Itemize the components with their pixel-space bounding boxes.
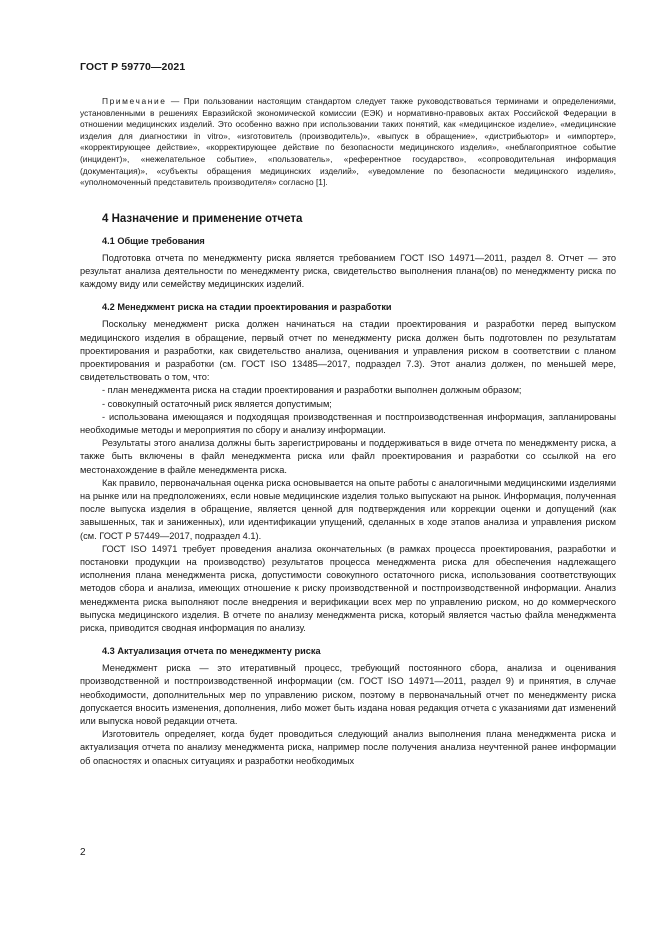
paragraph: ГОСТ ISO 14971 требует проведения анализа окончательных (в рамках процесса проектирования, разработки и постановки продукции на производство) результатов процесса менеджмента риска для обеспечения надлежащего исполнения плана менеджмента риска, допустимости совокупного остаточного риска, использования соответствующих методов сбора и анализа, имеющих отношение к риску производственной и постпроизводственной информации. Анализ менеджмента риска выполняют после внедрения и верификации всех мер по управлению риском, но до коммерческого выпуска медицинского изделия. В отчете по анализу менеджмента риска, который является частью файла менеджмента риска, приводится сводная информация по анализу. [80, 543, 616, 634]
note-prefix: Примечание [102, 96, 167, 106]
list-item: - совокупный остаточный риск является допустимым; [102, 398, 332, 409]
paragraph: Результаты этого анализа должны быть зарегистрированы и поддерживаться в виде отчета по менеджменту риска, а также быть включены в файл менеджмента риска или файл проектирования и разработки со ссылкой на его местонахождение в файле менеджмента риска. [80, 438, 616, 475]
page-number: 2 [80, 847, 86, 858]
document-header: ГОСТ Р 59770—2021 [80, 61, 186, 73]
subsection-4-2-title: 4.2 Менеджмент риска на стадии проектирования и разработки [102, 302, 392, 313]
subsection-4-3-title: 4.3 Актуализация отчета по менеджменту риска [102, 646, 321, 657]
requirements-list [80, 384, 616, 437]
paragraph: Как правило, первоначальная оценка риска основывается на опыте работы с аналогичными медицинскими изделиями на рынке или на предположениях, если новые медицинские изделия только выпускают на рынок. Информация, полученная после выпуска изделия в обращение, является ценной для подтверждения или коррекции оценки и допущений (как завышенных, так и заниженных), или идентификации упущений, сделанных в ходе этапов анализа и управления риском (см. ГОСТ Р 57449—2017, подраздел 4.1). [80, 477, 616, 541]
paragraph: Изготовитель определяет, когда будет проводиться следующий анализ выполнения плана менеджмента риска и актуализация отчета по анализу менеджмента риска, например после получения анализа неучтенной ранее информации об опасностях и опасных ситуациях и разработки необходимых [80, 729, 616, 766]
paragraph: Поскольку менеджмент риска должен начинаться на стадии проектирования и разработки перед выпуском медицинского изделия в обращение, первый отчет по менеджменту риска должен быть подготовлен по результатам проектирования и разработки, как свидетельство анализа, оценивания и управления риском в соответствии с планом проектирования и разработки (см. ГОСТ ISO 13485—2017, подраздел 7.3). Этот анализ должен, по меньшей мере, свидетельствовать о том, что: [80, 319, 616, 383]
subsection-4-1-title: 4.1 Общие требования [102, 235, 205, 246]
list-item: - план менеджмента риска на стадии проектирования и разработки выполнен должным образом; [102, 385, 522, 396]
section-4-title: 4 Назначение и применение отчета [102, 212, 303, 225]
paragraph: Менеджмент риска — это итеративный процесс, требующий постоянного сбора, анализа и оценивания производственной и постпроизводственной информации (см. ГОСТ ISO 14971—2011, раздел 9) и принятия, в случае необходимости, дополнительных мер по управлению риском, поэтому в первоначальный отчет по менеджменту риска допускается вносить изменения, дополнения, либо может быть издана новая редакция отчета с указаниями дат изменений или выпуска новой редакции отчета. [80, 663, 616, 727]
list-item: - использована имеющаяся и подходящая производственная и постпроизводственная информация, запланированы необходимые методы и мероприятия по сбору и анализу информации. [80, 411, 616, 435]
paragraph: Подготовка отчета по менеджменту риска является требованием ГОСТ ISO 14971—2011, раздел 8. Отчет — это результат анализа деятельности по менеджменту риска, свидетельство выполнения плана(ов) по менеджменту риска по каждому виду или семейству медицинских изделий. [80, 252, 616, 290]
note-text: — При пользовании настоящим стандартом следует также руководствоваться терминами и определениями, установленными в решениях Евразийской экономической комиссии (ЕЭК) и нормативно-правовых актах Российской Федерации в отношении медицинских изделий. Это особенно важно при использовании таких понятий, как «медицинское изделие», «медицинские изделия для диагностики in vitro», «изготовитель (производитель)», «выпуск в обращение», «дистрибьютор» и «импортер», «корректирующее действие», «корректирующее действие по безопасности медицинского изделия», «неблагоприятное событие (инцидент)», «нежелательное событие», «пользователь», «референтное государство», «сопроводительная информация (документация)», «субъекты обращения медицинских изделий», «уведомление по безопасности медицинского изделия», «уполномоченный представитель производителя» согласно [1]. [80, 96, 616, 188]
terms-note [80, 96, 616, 189]
page-content [80, 84, 616, 768]
